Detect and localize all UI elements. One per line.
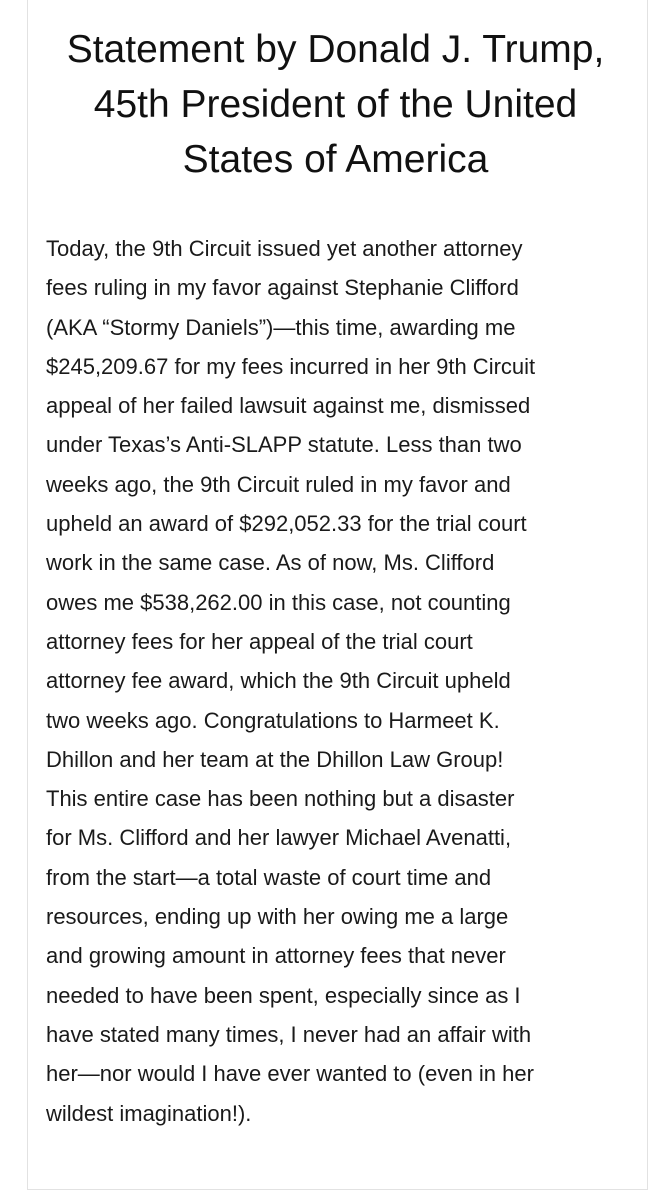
- body-line: work in the same case. As of now, Ms. Clifford: [46, 550, 495, 576]
- body-line: two weeks ago. Congratulations to Harmeet K.: [46, 707, 500, 733]
- body-line: attorney fee award, which the 9th Circuit upheld: [46, 668, 511, 694]
- statement-body: [46, 229, 646, 1133]
- body-line: Today, the 9th Circuit issued yet another attorney: [46, 236, 523, 261]
- body-line: Dhillon and her team at the Dhillon Law Group!: [46, 746, 504, 772]
- body-line: from the start—a total waste of court time and: [46, 864, 492, 890]
- body-line: (AKA “Stormy Daniels”)—this time, awarding me: [46, 314, 516, 340]
- body-line: $245,209.67 for my fees incurred in her 9th Circuit: [46, 353, 536, 379]
- body-line: her—nor would I have ever wanted to (even in her: [46, 1061, 534, 1087]
- body-line: This entire case has been nothing but a disaster: [46, 786, 515, 812]
- body-line: under Texas’s Anti-SLAPP statute. Less than two: [46, 432, 522, 458]
- title-line: States of America: [182, 138, 489, 181]
- body-line: wildest imagination!).: [46, 1100, 252, 1126]
- body-line: attorney fees for her appeal of the trial court: [46, 628, 473, 654]
- body-line: for Ms. Clifford and her lawyer Michael Avenatti,: [46, 825, 512, 851]
- body-line: needed to have been spent, especially since as I: [46, 982, 521, 1008]
- body-line: and growing amount in attorney fees that never: [46, 943, 506, 969]
- body-line: upheld an award of $292,052.33 for the trial court: [46, 511, 527, 537]
- body-line: owes me $538,262.00 in this case, not counting: [46, 589, 511, 615]
- title-line: Statement by Donald J. Trump,: [66, 28, 605, 71]
- body-line: resources, ending up with her owing me a large: [46, 904, 509, 930]
- title-line: 45th President of the United: [93, 83, 578, 126]
- statement-title: [0, 22, 671, 187]
- body-line: weeks ago, the 9th Circuit ruled in my favor and: [46, 471, 511, 497]
- body-line: fees ruling in my favor against Stephanie Clifford: [46, 275, 519, 301]
- body-line: appeal of her failed lawsuit against me, dismissed: [46, 393, 531, 419]
- body-line: have stated many times, I never had an affair with: [46, 1021, 532, 1047]
